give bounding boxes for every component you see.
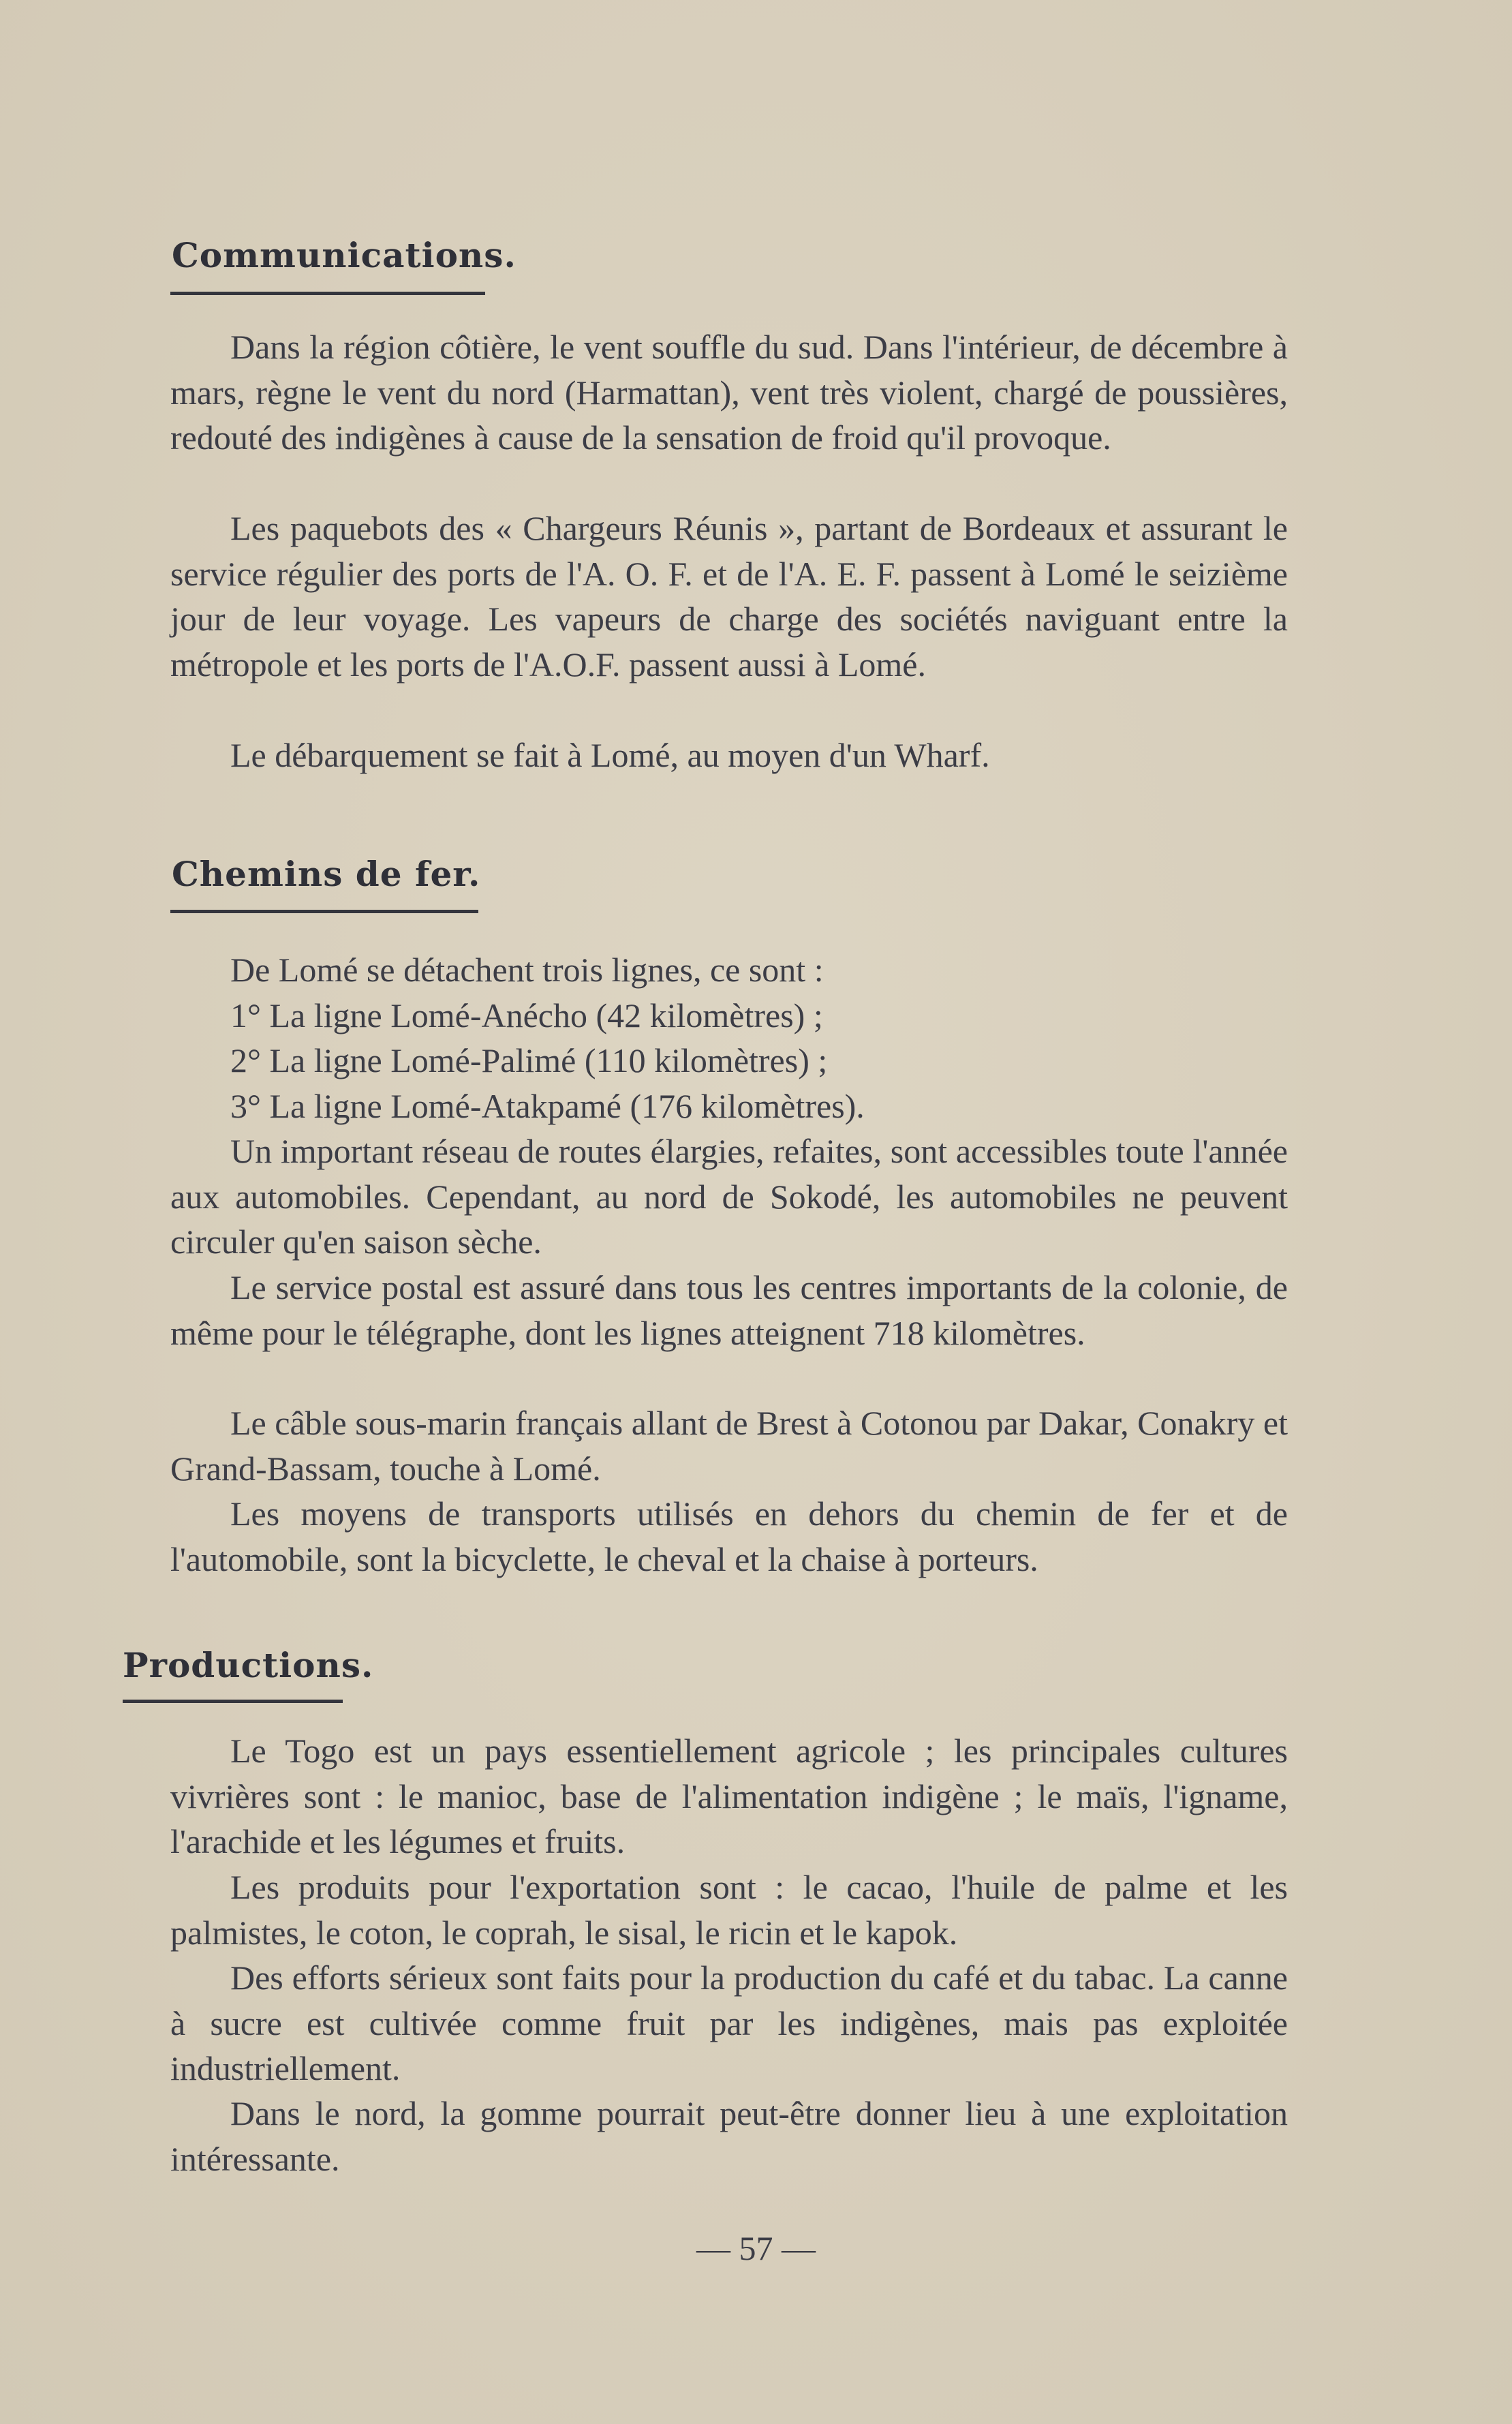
page-number: — 57 — bbox=[696, 2229, 816, 2267]
paragraph-winds: Dans la région côtière, le vent souffle du sud. Dans l'intérieur, de décembre à mars, règne le vent du nord (Harmattan), vent très violent, chargé de poussières, redouté des indigènes à cause de la sensation de froid qu'il provoque. bbox=[170, 328, 1288, 457]
paragraph-lines-intro: De Lomé se détachent trois lignes, ce sont : bbox=[230, 951, 824, 989]
paragraph-exports: Les produits pour l'exportation sont : le cacao, l'huile de palme et les palmistes, le coton, le coprah, le sisal, le ricin et le kapok. bbox=[170, 1868, 1288, 1952]
section-title-productions: Productions. bbox=[123, 1645, 374, 1685]
section-underline bbox=[123, 1700, 343, 1703]
paragraph-landing: Le débarquement se fait à Lomé, au moyen d'un Wharf. bbox=[230, 736, 990, 774]
paragraph-steamers: Les paquebots des « Chargeurs Réunis », partant de Bordeaux et assurant le service régulier des ports de l'A. O. F. et de l'A. E. F. passent à Lomé le seizième jour de leur voyage. Les vapeurs de charge des sociétés naviguant entre la métropole et les ports de l'A.O.F. passent aussi à Lomé. bbox=[170, 509, 1288, 684]
paragraph-postal-service: Le service postal est assuré dans tous les centres importants de la colonie, de même pour le télégraphe, dont les lignes atteignent 718 kilomètres. bbox=[170, 1268, 1288, 1352]
paragraph-roads: Un important réseau de routes élargies, refaites, sont accessibles toute l'année aux automobiles. Cependant, au nord de Sokodé, les automobiles ne peuvent circuler qu'en saison sèche. bbox=[170, 1132, 1288, 1261]
railway-line-item: 3° La ligne Lomé-Atakpamé (176 kilomètres). bbox=[230, 1087, 865, 1125]
paragraph-agriculture: Le Togo est un pays essentiellement agricole ; les principales cultures vivrières sont : le manioc, base de l'alimentation indigène ; le maïs, l'igname, l'arachide et les légumes et fruits. bbox=[170, 1732, 1288, 1860]
section-underline bbox=[170, 292, 485, 295]
section-title-communications: Communications. bbox=[172, 235, 516, 275]
section-title-chemins-de-fer: Chemins de fer. bbox=[172, 854, 481, 894]
railway-line-item: 2° La ligne Lomé-Palimé (110 kilomètres) ; bbox=[230, 1041, 828, 1079]
paragraph-submarine-cable: Le câble sous-marin français allant de Brest à Cotonou par Dakar, Conakry et Grand-Bassam, touche à Lomé. bbox=[170, 1404, 1288, 1488]
railway-line-item: 1° La ligne Lomé-Anécho (42 kilomètres) ; bbox=[230, 996, 823, 1034]
paragraph-gum: Dans le nord, la gomme pourrait peut-être donner lieu à une exploitation intéressante. bbox=[170, 2094, 1288, 2178]
paragraph-transport-means: Les moyens de transports utilisés en dehors du chemin de fer et de l'automobile, sont la bicyclette, le cheval et la chaise à porteurs. bbox=[170, 1494, 1288, 1578]
paragraph-coffee-tobacco: Des efforts sérieux sont faits pour la production du café et du tabac. La canne à sucre est cultivée comme fruit par les indigènes, mais pas exploitée industriellement. bbox=[170, 1959, 1288, 2087]
section-underline bbox=[170, 910, 478, 913]
